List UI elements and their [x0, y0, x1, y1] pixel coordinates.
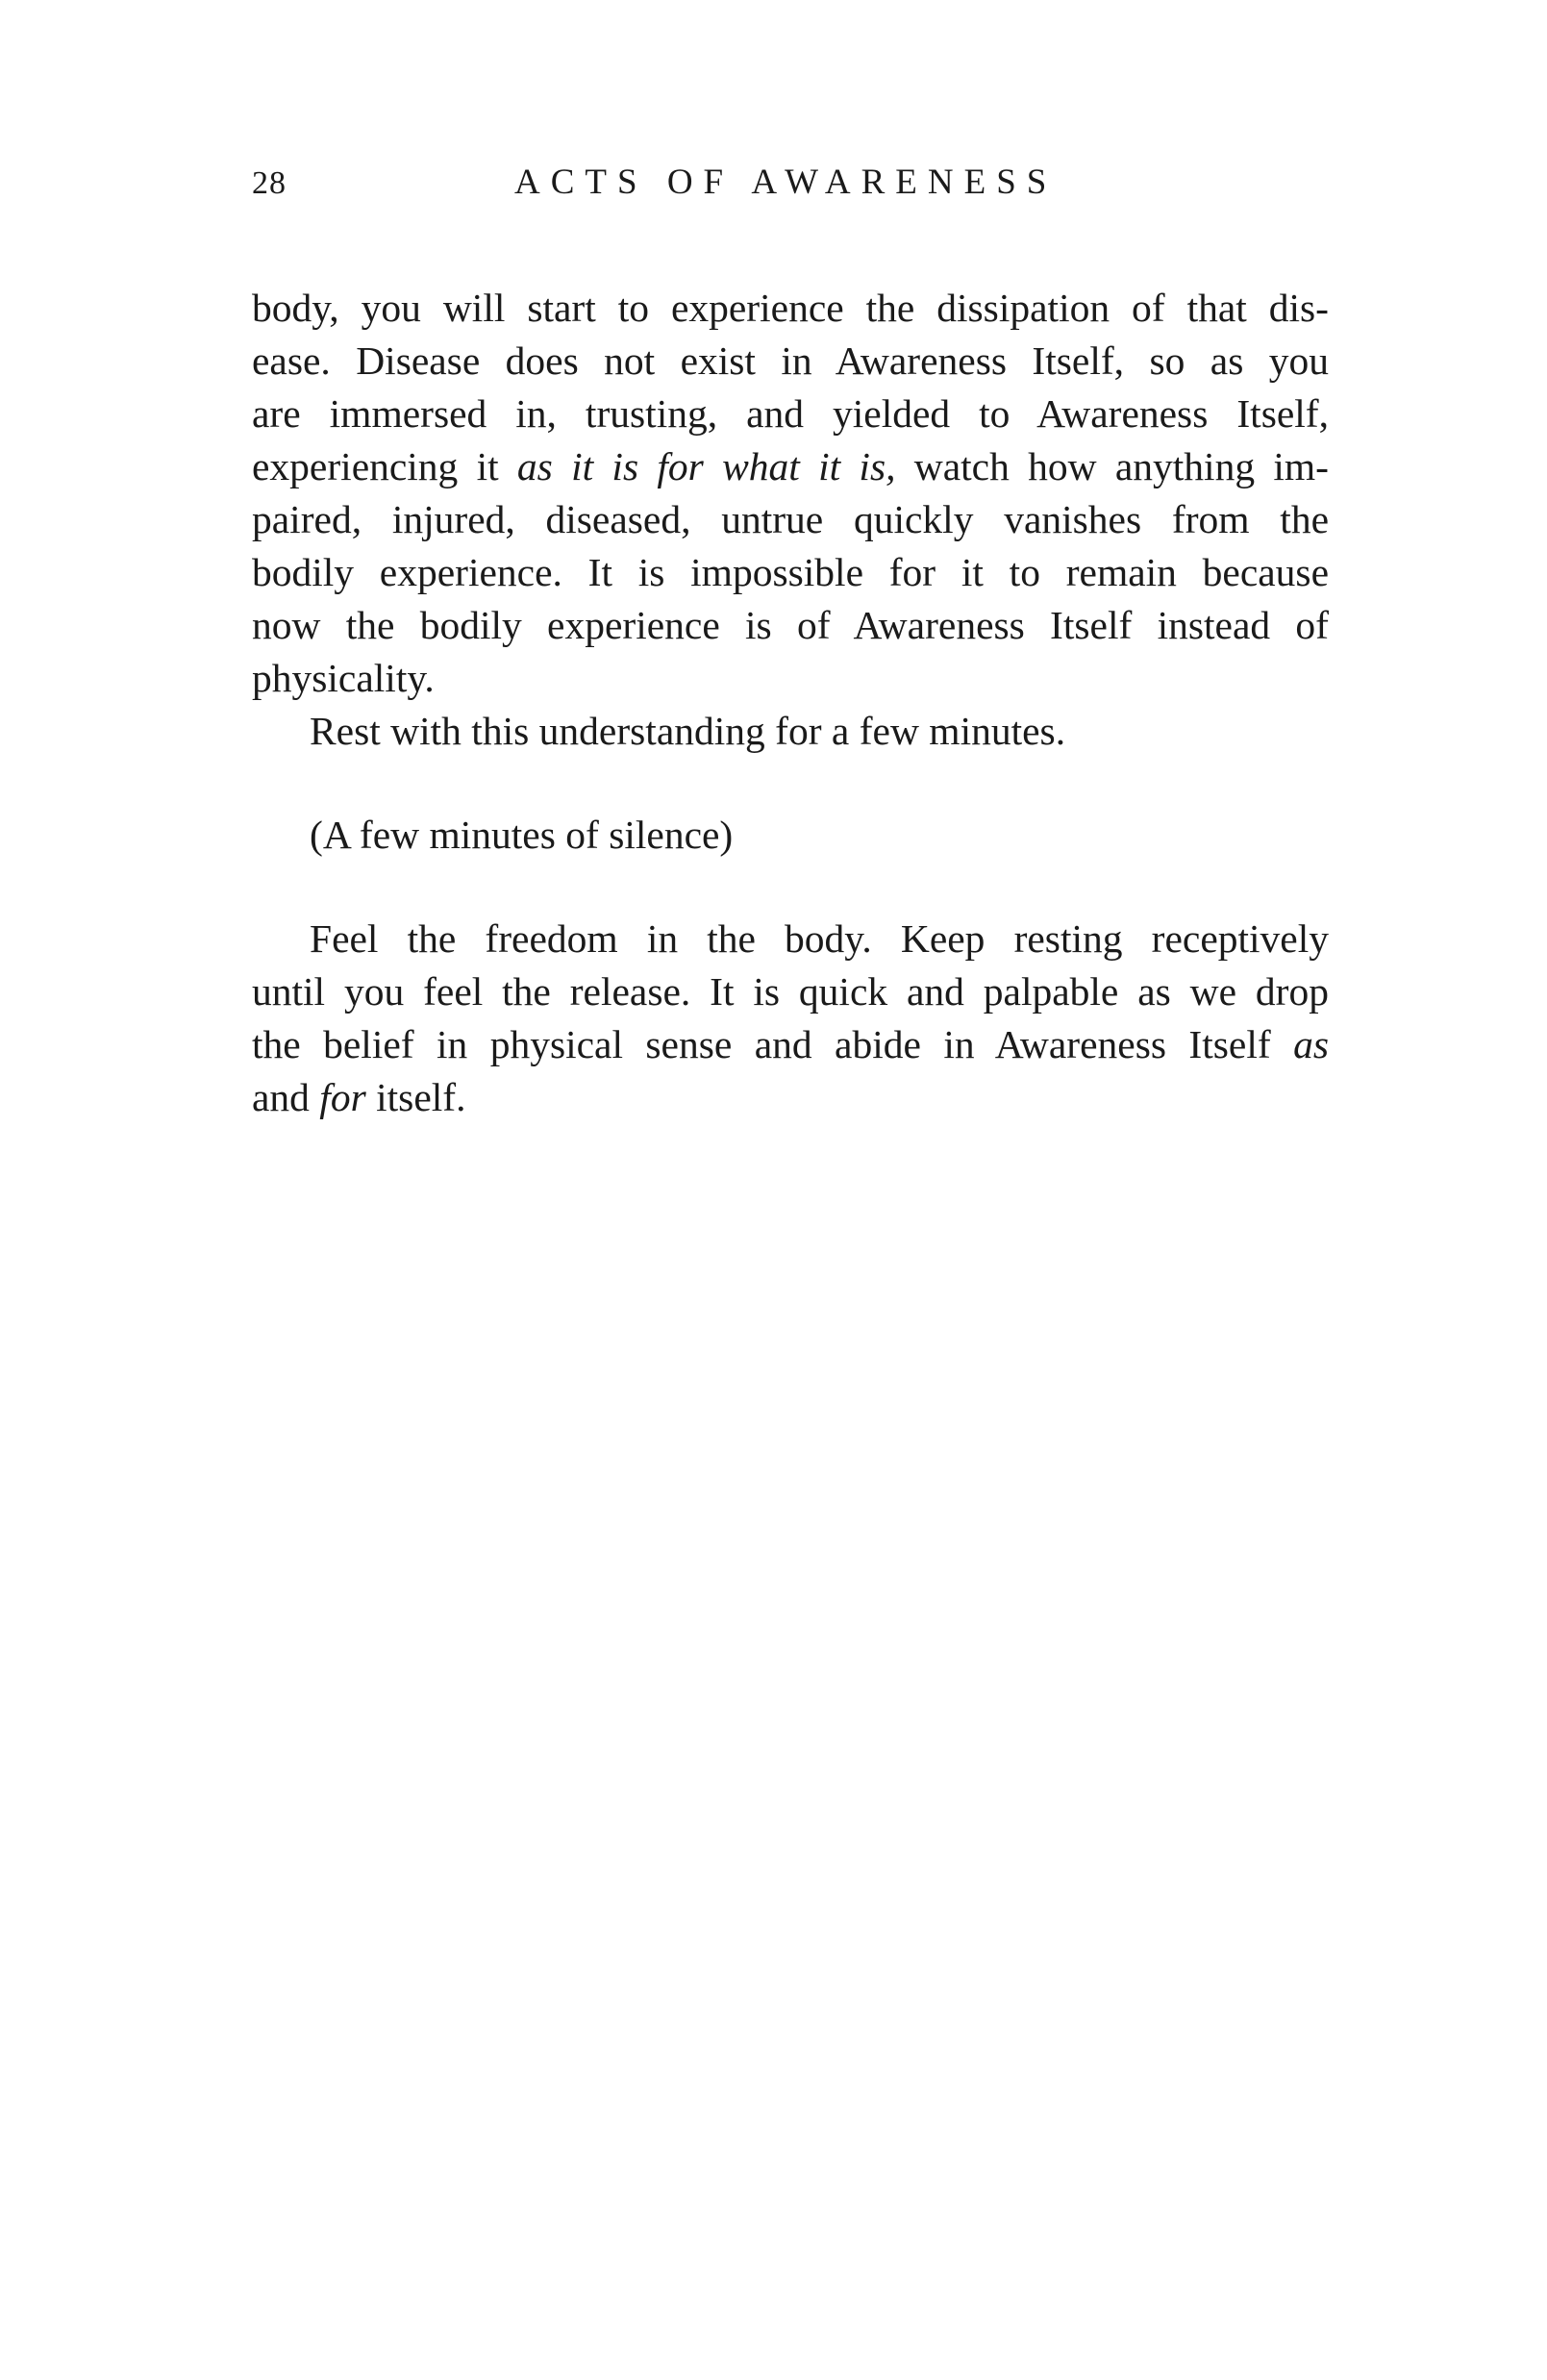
spacer: [252, 758, 1329, 809]
text-line: ease. Disease does not exist in Awareness Itself, so as you: [252, 338, 1329, 383]
text-line: body, you will start to experience the dissipation of that dis-: [252, 286, 1329, 330]
spacer: [252, 862, 1329, 913]
body-text: [252, 282, 1329, 1124]
text-line: paired, injured, diseased, untrue quickly vanishes from the: [252, 497, 1329, 541]
text-line: are immersed in, trusting, and yielded to Awareness Itself,: [252, 391, 1329, 436]
paragraph: [252, 282, 1329, 705]
text-run: the belief in physical sense and abide in Awareness Itself: [252, 1022, 1294, 1066]
page-number: 28: [252, 165, 287, 201]
text-line: now the bodily experience is of Awareness Itself instead of: [252, 603, 1329, 647]
text-line: until you feel the release. It is quick and palpable as we drop: [252, 969, 1329, 1014]
text-run: and: [252, 1075, 320, 1119]
text-line: [252, 440, 1329, 493]
paragraph: [252, 809, 1329, 862]
italic-text: as it is for what it is,: [516, 444, 896, 489]
text-line: physicality.: [252, 656, 435, 700]
text-run: experiencing it: [252, 444, 517, 489]
text-line: bodily experience. It is impossible for it to remain because: [252, 550, 1329, 594]
text-line: Rest with this understanding for a few minutes.: [310, 709, 1066, 753]
text-line: (A few minutes of silence): [310, 813, 734, 857]
paragraph: [252, 913, 1329, 1124]
italic-text: for: [319, 1075, 366, 1119]
text-line: Feel the freedom in the body. Keep resting receptively: [310, 916, 1329, 961]
italic-text: as: [1293, 1022, 1329, 1066]
text-run: watch how anything im-: [895, 444, 1329, 489]
text-line: [252, 1018, 1329, 1071]
text-line: [252, 1071, 1329, 1124]
running-head: ACTS OF AWARENESS: [514, 163, 1058, 202]
text-run: itself.: [365, 1075, 466, 1119]
page-header: [252, 162, 1329, 210]
paragraph: [252, 705, 1329, 758]
